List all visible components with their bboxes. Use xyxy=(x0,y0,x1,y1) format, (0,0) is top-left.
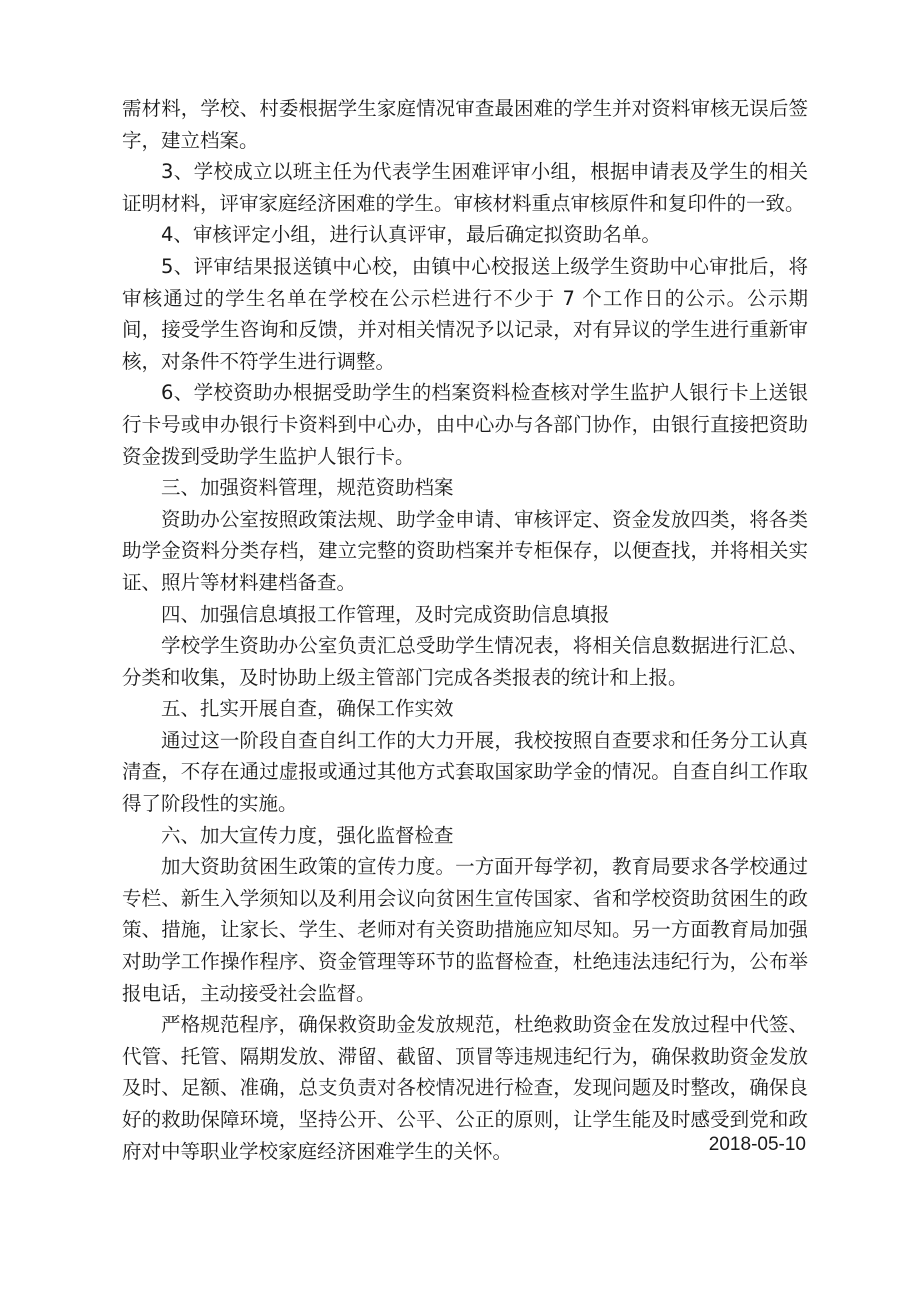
document-date: 2018-05-10 xyxy=(708,1134,806,1155)
paragraph-section-4: 学校学生资助办公室负责汇总受助学生情况表，将相关信息数据进行汇总、分类和收集，及时协助上级主管部门完成各类报表的统计和上报。 xyxy=(122,634,808,689)
paragraph-step-5: 5、评审结果报送镇中心校，由镇中心校报送上级学生资助中心审批后，将审核通过的学生名单在学校在公示栏进行不少于 7 个工作日的公示。公示期间，接受学生咨询和反馈，并对相关情况予以记录，对有异议的学生进行重新审核，对条件不符学生进行调整。 xyxy=(122,254,808,373)
section-heading-3: 三、加强资料管理，规范资助档案 xyxy=(161,476,454,500)
paragraph-section-6b: 严格规范程序，确保救资助金发放规范，杜绝救助资金在发放过程中代签、代管、托管、隔期发放、滞留、截留、顶冒等违规违纪行为，确保救助资金发放及时、足额、准确，总支负责对各校情况进行检查，发现问题及时整改，确保良好的救助保障环境，坚持公开、公平、公正的原则，让学生能及时感受到党和政府对中等职业学校家庭经济困难学生的关怀。 xyxy=(122,1013,808,1163)
document-body xyxy=(122,93,808,1167)
paragraph-continuation: 需材料，学校、村委根据学生家庭情况审查最困难的学生并对资料审核无误后签字，建立档案。 xyxy=(122,97,808,152)
paragraph-step-3: 3、学校成立以班主任为代表学生困难评审小组，根据申请表及学生的相关证明材料，评审家庭经济困难的学生。审核材料重点审核原件和复印件的一致。 xyxy=(122,160,808,215)
paragraph-section-5: 通过这一阶段自查自纠工作的大力开展，我校按照自查要求和任务分工认真清查，不存在通过虚报或通过其他方式套取国家助学金的情况。自查自纠工作取得了阶段性的实施。 xyxy=(122,728,808,816)
section-heading-4: 四、加强信息填报工作管理，及时完成资助信息填报 xyxy=(161,602,610,626)
section-heading-6: 六、加大宣传力度，强化监督检查 xyxy=(161,823,454,847)
paragraph-section-3: 资助办公室按照政策法规、助学金申请、审核评定、资金发放四类，将各类助学金资料分类存档，建立完整的资助档案并专柜保存，以便查找，并将相关实证、照片等材料建档备查。 xyxy=(122,507,808,594)
paragraph-step-4: 4、审核评定小组，进行认真评审，最后确定拟资助名单。 xyxy=(161,223,661,247)
paragraph-step-6: 6、学校资助办根据受助学生的档案资料检查核对学生监护人银行卡上送银行卡号或申办银行卡资料到中心办，由中心办与各部门协作，由银行直接把资助资金拨到受助学生监护人银行卡。 xyxy=(122,381,808,468)
paragraph-section-6a: 加大资助贫困生政策的宣传力度。一方面开每学初，教育局要求各学校通过专栏、新生入学须知以及利用会议向贫困生宣传国家、省和学校资助贫困生的政策、措施，让家长、学生、老师对有关资助措施应知尽知。另一方面教育局加强对助学工作操作程序、资金管理等环节的监督检查，杜绝违法违纪行为，公布举报电话，主动接受社会监督。 xyxy=(122,855,808,1005)
section-heading-5: 五、扎实开展自查，确保工作实效 xyxy=(161,697,454,721)
